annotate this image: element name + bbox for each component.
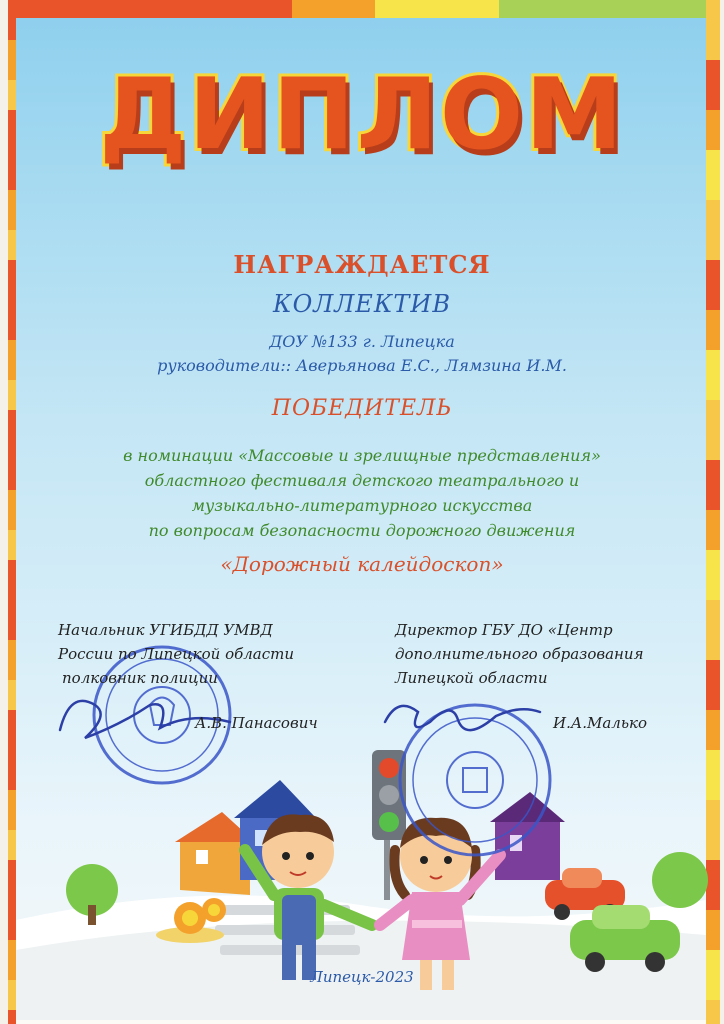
diploma-title: ДИПЛОМ [99,58,625,172]
right-signatory-title-line-1: Директор ГБУ ДО «Центр [395,621,613,639]
left-signatory-title-line-2: России по Липецкой области [58,645,295,663]
footer-place-year: Липецк-2023 [310,968,414,986]
right-signatory-title [395,618,644,690]
right-signatory-title-line-2: дополнительного образования [395,645,644,663]
festival-name: «Дорожный калейдоскоп» [220,552,504,576]
left-signatory-name: А.В. Панасович [195,714,318,732]
left-signatory-title-line-3: полковник полиции [62,669,218,687]
nomination-line-3: музыкально-литературного искусства [191,496,533,515]
houses [175,780,565,895]
nomination-line-2: областного фестиваля детского театрального и [144,471,580,490]
nomination-line-1: в номинации «Массовые и зрелищные представления» [123,446,601,465]
right-signatory-title-line-3: Липецкой области [395,669,548,687]
tree [652,852,708,908]
awarded-heading: НАГРАЖДАЕТСЯ [233,250,491,279]
left-signatory-title [58,618,294,690]
left-signatory-title-line-1: Начальник УГИБДД УМВД [58,621,273,639]
recipient-organization: ДОУ №133 г. Липецка [269,332,455,351]
right-official-stamp [400,705,550,855]
recipient-leaders: руководители:: Аверьянова Е.С., Лямзина И.М. [157,356,567,375]
right-signatory-name: И.А.Малько [553,714,647,732]
status-winner: ПОБЕДИТЕЛЬ [271,396,453,421]
recipient-collective: КОЛЛЕКТИВ [273,290,451,318]
nomination-line-4: по вопросам безопасности дорожного движения [148,521,576,540]
